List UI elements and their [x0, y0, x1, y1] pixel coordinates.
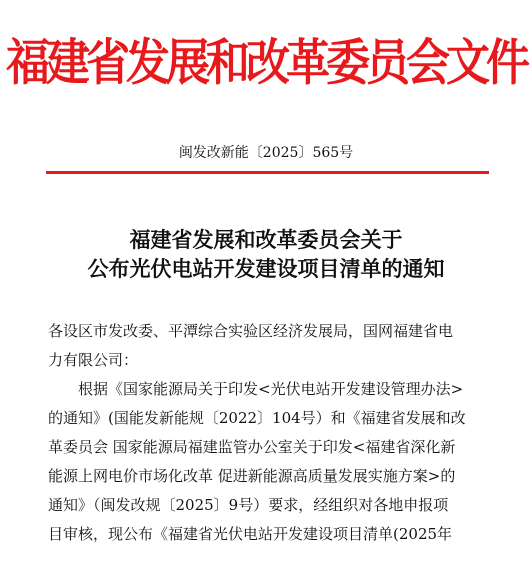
body-line-7: 通知》（闽发改规〔2025〕9号）要求，经组织对各地申报项	[48, 496, 449, 514]
body-line-1: 各设区市发改委、平潭综合实验区经济发展局，国网福建省电	[48, 322, 454, 340]
notice-title-line-2: 公布光伏电站开发建设项目清单的通知	[87, 256, 445, 281]
body-line-3: 根据《国家能源局关于印发<光伏电站开发建设管理办法>	[78, 380, 464, 398]
notice-title-line-1: 福建省发展和改革委员会关于	[129, 227, 403, 252]
body-line-5: 革委员会 国家能源局福建监管办公室关于印发<福建省深化新	[48, 438, 456, 456]
body-line-6: 能源上网电价市场化改革 促进新能源高质量发展实施方案>的	[48, 467, 456, 485]
document-header-title: 福建省发展和改革委员会文件	[6, 34, 526, 92]
body-line-8: 目审核，现公布《福建省光伏电站开发建设项目清单(2025年	[48, 525, 453, 543]
red-divider-line	[46, 171, 489, 174]
body-line-4: 的通知》(国能发新能规〔2022〕104号）和《福建省发展和改	[48, 409, 466, 427]
document-number: 闽发改新能〔2025〕565号	[178, 145, 354, 161]
body-line-2: 力有限公司：	[48, 351, 139, 369]
